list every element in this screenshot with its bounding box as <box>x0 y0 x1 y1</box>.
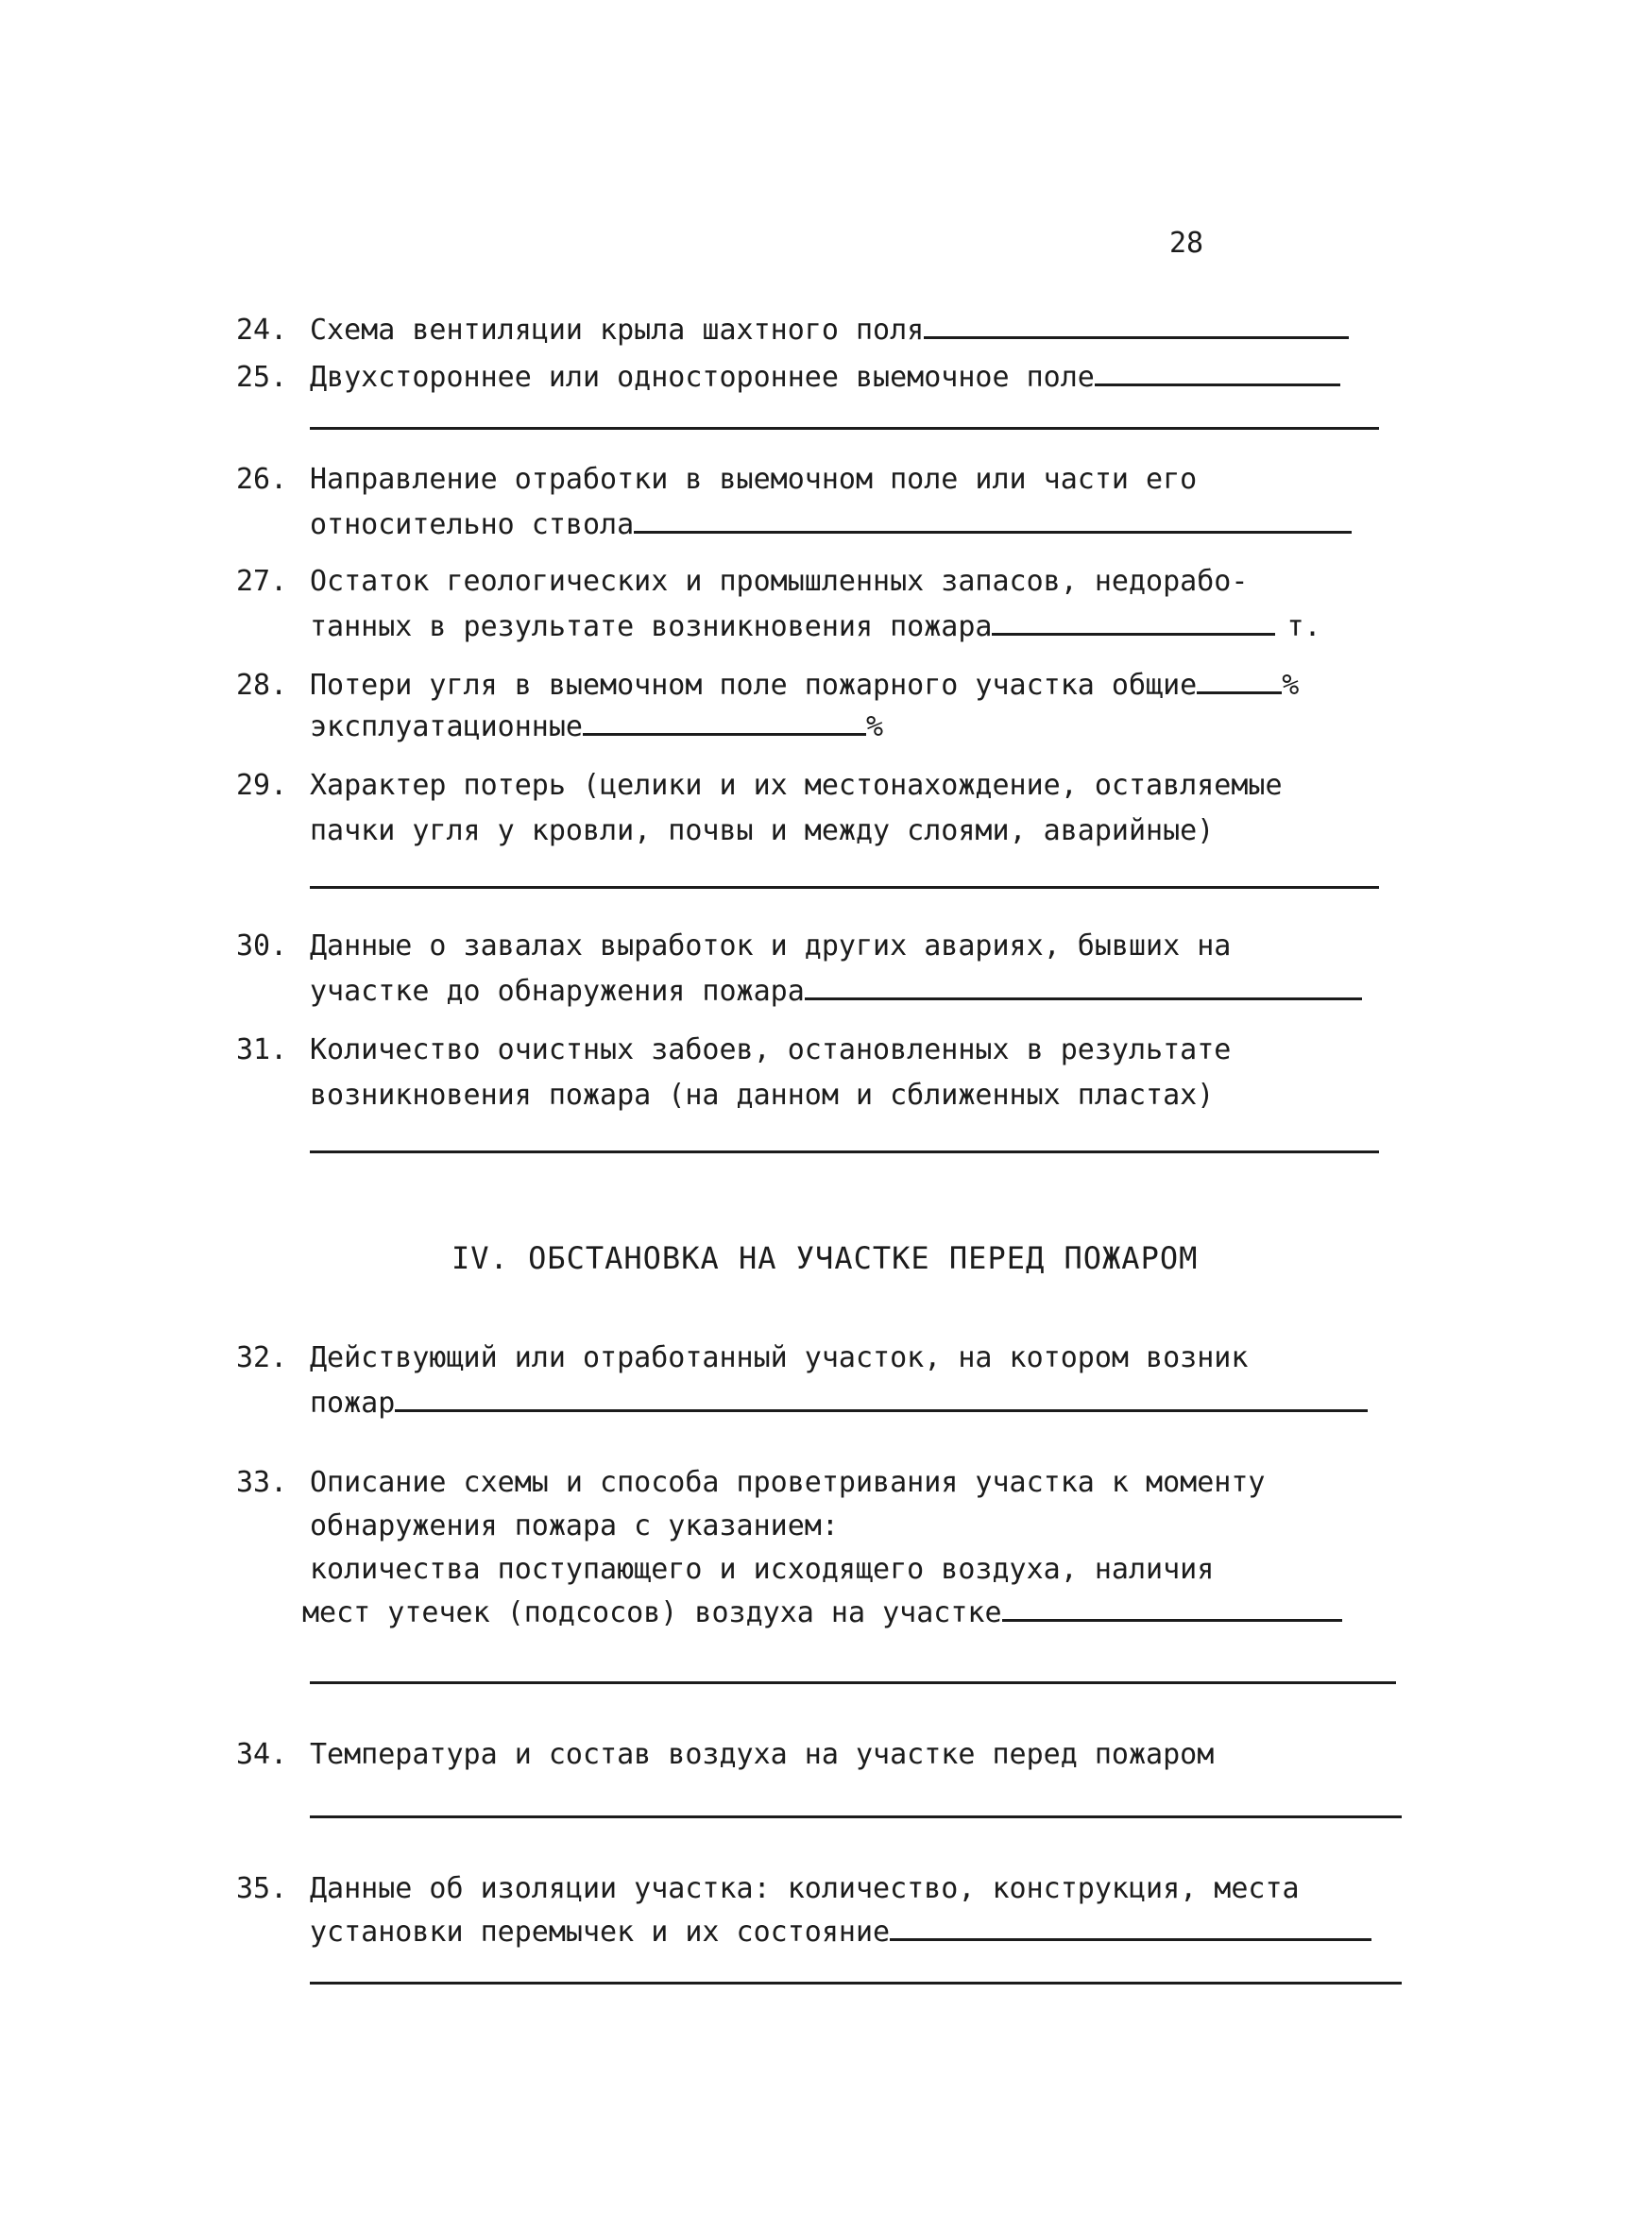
answer-blank[interactable] <box>634 506 1352 534</box>
item-32-cont <box>236 1385 1472 1423</box>
item-35-cont <box>236 1914 1472 1951</box>
item-text: возникновения пожара (на данном и сближенных пластах) <box>310 1079 1215 1112</box>
item-31 <box>236 1031 1398 1069</box>
item-29 <box>236 767 1398 805</box>
item-27-cont <box>236 608 1472 646</box>
item-30 <box>236 928 1398 965</box>
item-number: 30. <box>236 929 288 963</box>
item-28 <box>236 667 1398 705</box>
item-text: Температура и состав воздуха на участке перед пожаром <box>310 1738 1215 1771</box>
item-text: Действующий или отработанный участок, на котором возник <box>310 1341 1249 1374</box>
item-text: Данные об изоляции участка: количество, конструкция, места <box>310 1872 1300 1905</box>
answer-line[interactable] <box>310 1982 1402 1985</box>
item-text: мест утечек (подсосов) воздуха на участке <box>302 1596 1002 1629</box>
item-text: пожар <box>310 1387 396 1420</box>
item-number: 27. <box>236 565 288 598</box>
item-text: Направление отработки в выемочном поле или части его <box>310 463 1198 496</box>
item-text: Остаток геологических и промышленных запасов, недорабо- <box>310 565 1249 598</box>
item-number: 32. <box>236 1341 288 1374</box>
answer-blank[interactable] <box>924 312 1349 339</box>
answer-line[interactable] <box>310 1681 1396 1684</box>
answer-blank[interactable] <box>805 973 1362 1000</box>
answer-blank[interactable] <box>395 1385 1368 1412</box>
unit-label: % <box>865 710 884 743</box>
item-text: количества поступающего и исходящего воздуха, наличия <box>310 1553 1215 1586</box>
item-33 <box>236 1464 1398 1502</box>
item-29-cont <box>236 812 1472 850</box>
item-35 <box>236 1870 1398 1908</box>
item-text: эксплуатационные <box>310 710 583 743</box>
answer-line[interactable] <box>310 1150 1379 1153</box>
item-33-cont <box>236 1551 1472 1589</box>
section-heading: IV. ОБСТАНОВКА НА УЧАСТКЕ ПЕРЕД ПОЖАРОМ <box>451 1240 1199 1276</box>
item-30-cont <box>236 973 1472 1011</box>
answer-blank[interactable] <box>992 608 1275 636</box>
item-number: 24. <box>236 314 288 347</box>
answer-blank[interactable] <box>1002 1594 1342 1622</box>
answer-blank[interactable] <box>890 1914 1371 1941</box>
item-text: танных в результате возникновения пожара <box>310 610 993 643</box>
item-27 <box>236 563 1398 601</box>
item-text: Потери угля в выемочном поле пожарного участка общие <box>310 669 1198 702</box>
item-31-cont <box>236 1077 1472 1115</box>
item-text: Двухстороннее или одностороннее выемочное поле <box>310 361 1095 394</box>
item-25 <box>236 359 1398 397</box>
item-text: пачки угля у кровли, почвы и между слоями, аварийные) <box>310 814 1215 847</box>
item-26-cont <box>236 506 1472 544</box>
item-text: относительно ствола <box>310 508 635 541</box>
answer-blank[interactable] <box>1197 667 1282 694</box>
item-26 <box>236 461 1398 499</box>
item-33-cont <box>236 1508 1472 1545</box>
item-text: установки перемычек и их состояние <box>310 1916 891 1949</box>
item-text: обнаружения пожара с указанием: <box>310 1509 839 1542</box>
item-text: участке до обнаружения пожара <box>310 975 805 1008</box>
answer-line[interactable] <box>310 886 1379 889</box>
item-33-cont <box>236 1594 1464 1632</box>
item-text: Описание схемы и способа проветривания участка к моменту <box>310 1466 1266 1499</box>
unit-label: т. <box>1286 610 1321 643</box>
answer-blank[interactable] <box>583 708 866 736</box>
item-34 <box>236 1736 1398 1774</box>
item-text: Количество очистных забоев, остановленных в результате <box>310 1033 1232 1066</box>
item-text: Схема вентиляции крыла шахтного поля <box>310 314 925 347</box>
answer-line[interactable] <box>310 1815 1402 1818</box>
page-number: 28 <box>1169 227 1204 260</box>
item-24 <box>236 312 1398 349</box>
item-number: 29. <box>236 769 288 802</box>
item-number: 25. <box>236 361 288 394</box>
item-number: 33. <box>236 1466 288 1499</box>
answer-blank[interactable] <box>1095 359 1340 386</box>
item-text: Данные о завалах выработок и других авариях, бывших на <box>310 929 1232 963</box>
answer-line[interactable] <box>310 427 1379 430</box>
item-number: 34. <box>236 1738 288 1771</box>
item-text: Характер потерь (целики и их местонахождение, оставляемые <box>310 769 1283 802</box>
item-number: 26. <box>236 463 288 496</box>
item-number: 35. <box>236 1872 288 1905</box>
unit-label: % <box>1282 669 1300 702</box>
item-number: 28. <box>236 669 288 702</box>
item-number: 31. <box>236 1033 288 1066</box>
item-28-cont <box>236 708 1472 746</box>
item-32 <box>236 1339 1398 1377</box>
